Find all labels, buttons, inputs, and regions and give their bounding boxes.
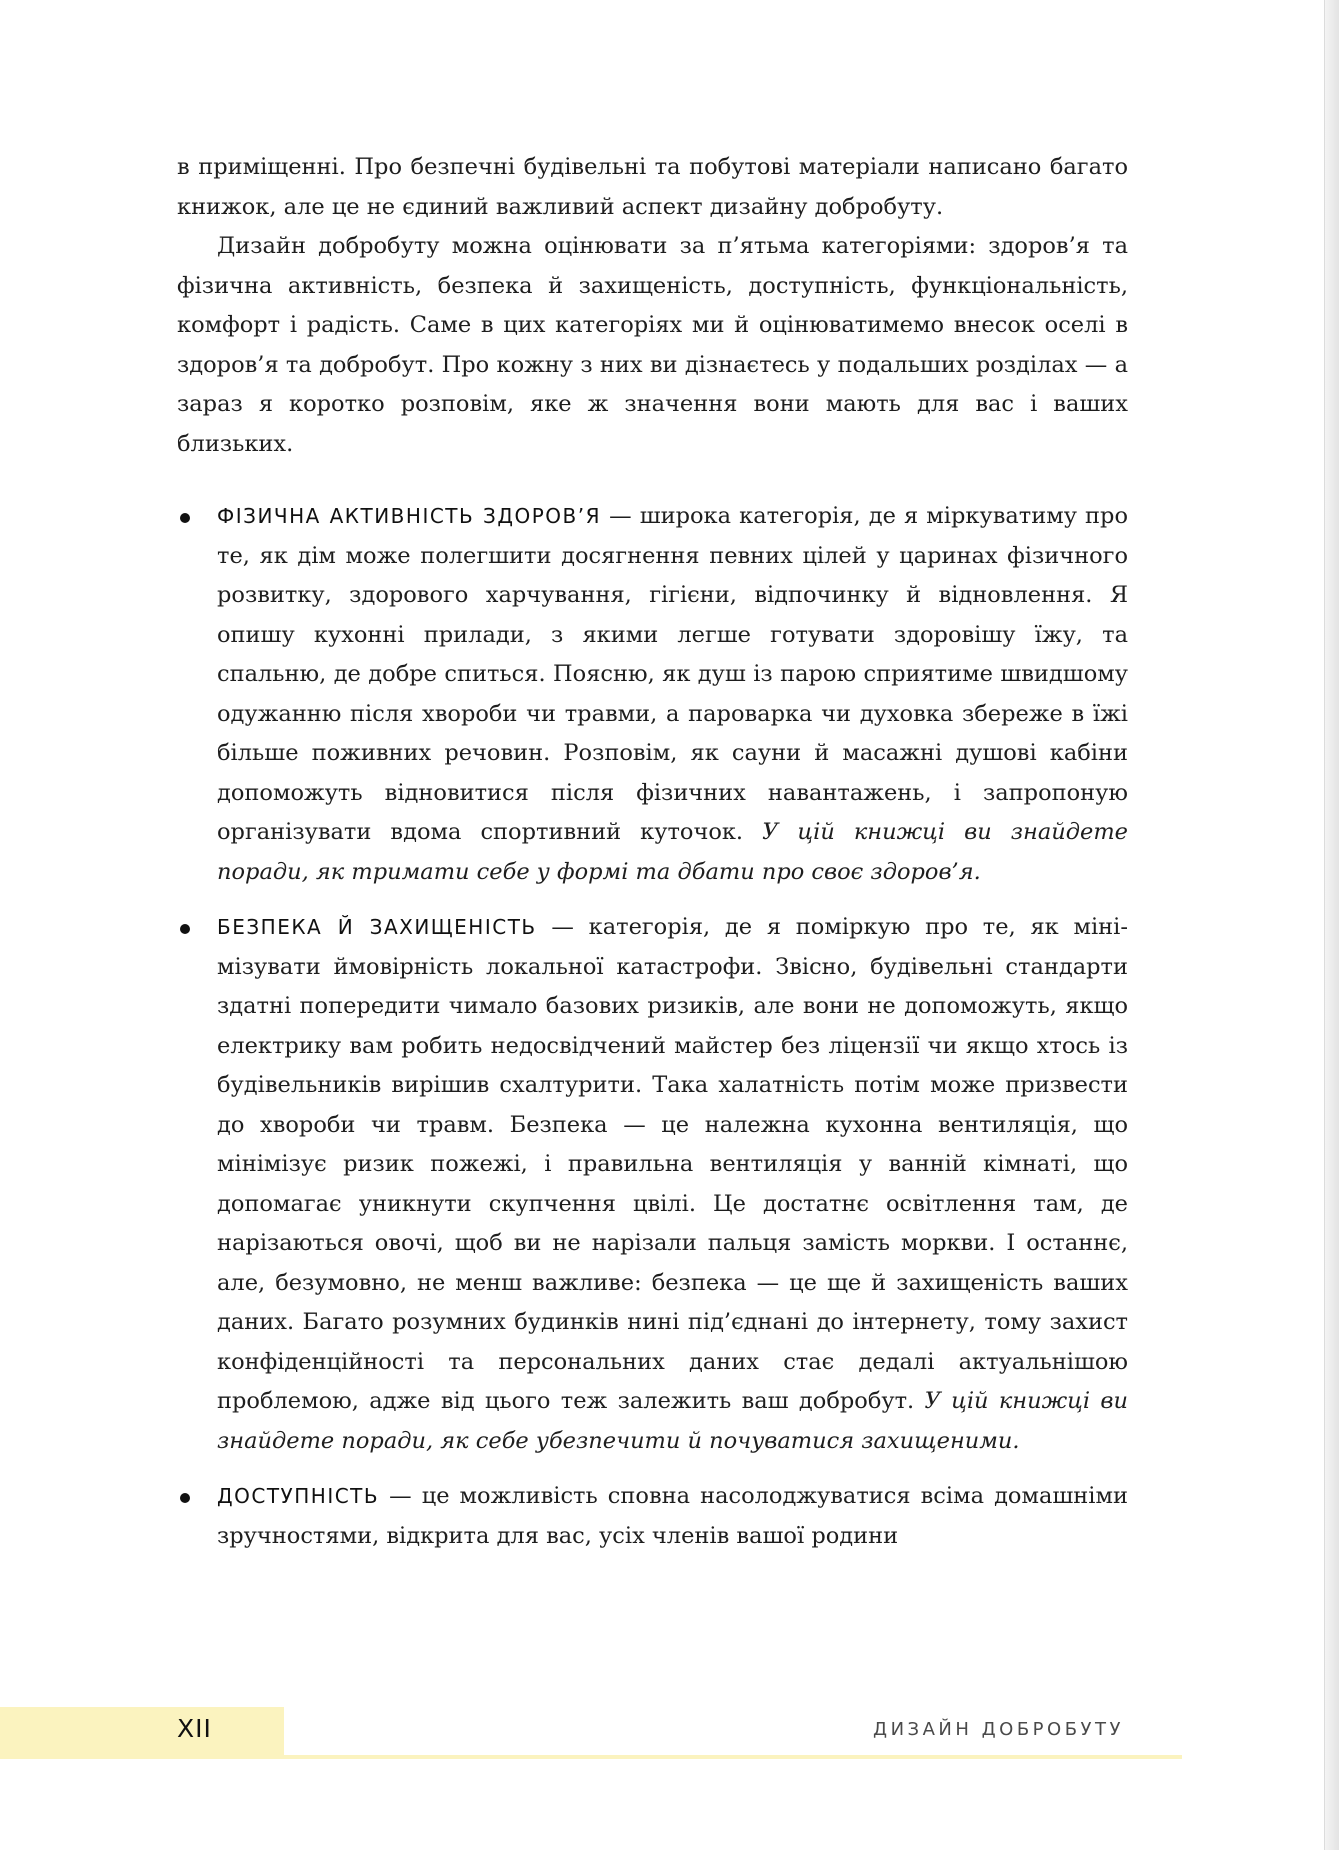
bullet-text: — це можливість сповна насолоджуватися всіма домашніми зручностями, відкрита для вас, усіх членів вашої родини — [217, 1483, 1128, 1549]
bullet-italic-note: У цій книжці ви знайдете поради, як себе убезпечити й почуватися захищеними. — [217, 1388, 1128, 1454]
paragraph-1: в приміщенні. Про безпечні будівельні та побутові матеріали написано багато книжок, але це не єдиний важливий аспект дизайну добробуту. — [177, 154, 1128, 220]
bullet-text: — широка категорія, де я міркуватиму про те, як дім може полегшити досягнення певних цілей у царинах фізичного розвитку, здорового харчування, гігієни, відпочинку й відновлення. Я опишу кухонні прилади, з якими легше готувати здоровішу їжу, та спальню, де добре спиться. Поясню, як душ із парою сприятиме швидшому одужанню після хвороби чи травми, а пароварка чи духовка збереже в їжі більше поживних речовин. Розповім, як сауни й масажні душові кабіни допоможуть відновитися після фізичних навантажень, і запропоную організувати вдома спортивний куточок. — [217, 503, 1128, 845]
term-physical-activity: ФІЗИЧНА АКТИВНІСТЬ ЗДОРОВ’Я — [217, 504, 602, 528]
footer-accent-band — [0, 1707, 284, 1759]
page-number: XII — [177, 1714, 212, 1743]
text-column — [177, 148, 1128, 1572]
page-edge — [1324, 0, 1339, 1850]
bullet-dot-icon — [180, 924, 190, 934]
list-item-accessibility — [177, 1477, 1128, 1556]
bullet-dot-icon — [180, 513, 190, 523]
category-list — [177, 497, 1128, 1556]
list-item-safety — [177, 908, 1128, 1461]
running-title: ДИЗАЙН ДОБРОБУТУ — [873, 1719, 1124, 1740]
bullet-text: — категорія, де я поміркую про те, як мінімізувати ймовірність локальної катастрофи. Звісно, будівельні стандарти здатні попередити чимало базових ризиків, але вони не допоможуть, якщо електрику вам робить недосвідчений майстер без ліцензії чи якщо хтось із будівельників вирішив схалтурити. Така халатність потім може призвести до хвороби чи травм. Безпека — це належна кухонна вентиляція, що мінімізує ризик пожежі, і правильна вентиляція у ванній кімнаті, що допомагає уникнути скупчення цвілі. Це достатнє освітлення там, де нарізаються овочі, щоб ви не нарізали пальця замість моркви. І останнє, але, безумовно, не менш важливе: безпека — це ще й захищеність ваших даних. Багато розумних будинків нині під’єднані до інтернету, тому захист конфіденційності та персональних даних стає дедалі актуальнішою проблемою, адже від цього теж залежить ваш добробут. — [217, 914, 1128, 1414]
bullet-dot-icon — [180, 1493, 190, 1503]
term-accessibility: ДОСТУПНІСТЬ — [217, 1484, 380, 1508]
footer-accent-line — [284, 1755, 1182, 1759]
bullet-italic-note: У цій книжці ви знайдете поради, як тримати себе у формі та дбати про своє здоров’я. — [217, 819, 1128, 885]
list-item-physical-activity — [177, 497, 1128, 892]
term-safety: БЕЗПЕКА Й ЗАХИЩЕНІСТЬ — [217, 915, 537, 939]
paragraph-2: Дизайн добробуту можна оцінювати за п’ятьма категоріями: здоров’я та фізична активність, безпека й захищеність, доступність, функціональність, комфорт і радість. Саме в цих категоріях ми й оцінюватимемо внесок оселі в здоров’я та добробут. Про кожну з них ви дізнаєтесь у подальших розділах — а зараз я коротко розповім, яке ж значення вони мають для вас і ваших близьких. — [177, 233, 1128, 457]
